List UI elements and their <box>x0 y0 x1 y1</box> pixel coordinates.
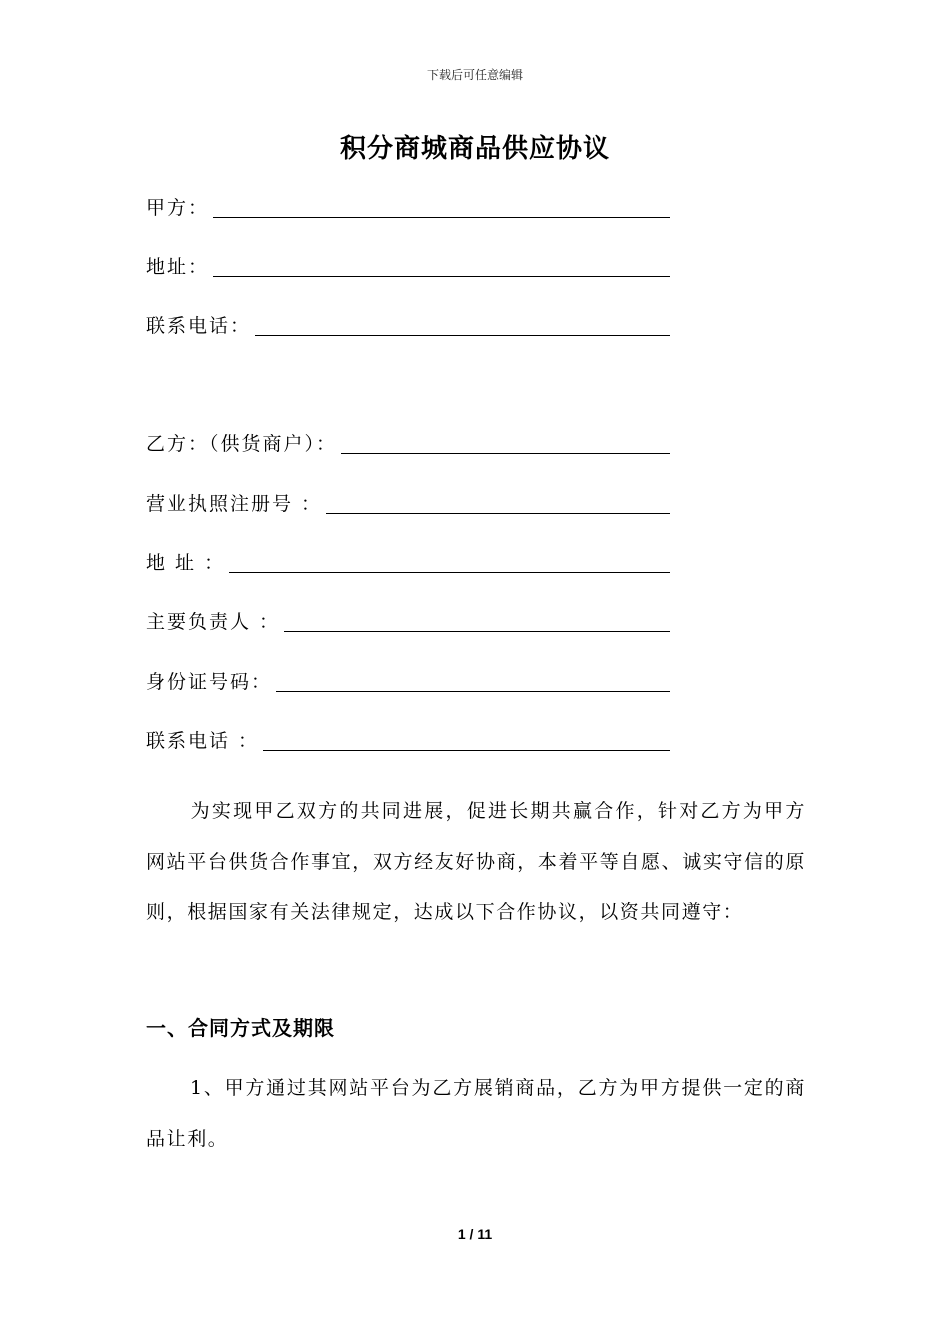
party-b-phone-label: 联系电话 ： <box>146 730 260 752</box>
clause-paragraph <box>146 1063 806 1164</box>
party-a-label: 甲方： <box>146 197 210 219</box>
clause-paragraph-text: 1、甲方通过其网站平台为乙方展销商品，乙方为甲方提供一定的商品让利。 <box>146 1077 806 1150</box>
party-b-phone-blank-line <box>263 728 670 751</box>
party-a-address-label: 地址： <box>146 256 210 278</box>
business-license-label: 营业执照注册号 ： <box>146 493 323 515</box>
principal-label: 主要负责人 ： <box>146 611 281 633</box>
party-a-phone-label: 联系电话： <box>146 315 252 337</box>
page-number: 1 / 11 <box>457 1226 493 1242</box>
business-license-field <box>146 486 670 516</box>
party-b-label: 乙方：（供货商户）： <box>146 433 338 455</box>
party-b-address-blank-line <box>229 550 670 573</box>
id-number-label: 身份证号码： <box>146 671 273 693</box>
party-a-field <box>146 190 670 220</box>
party-b-address-label: 地 址 ： <box>146 552 226 574</box>
section-heading: 一、合同方式及期限 <box>146 1016 335 1040</box>
principal-field <box>146 604 670 634</box>
party-b-field <box>146 426 670 456</box>
party-b-phone-field <box>146 723 670 753</box>
document-title: 积分商城商品供应协议 <box>339 134 610 164</box>
intro-paragraph <box>146 786 806 938</box>
id-number-blank-line <box>276 669 670 692</box>
id-number-field <box>146 664 670 694</box>
party-a-phone-blank-line <box>255 313 670 336</box>
party-a-blank-line <box>213 195 670 218</box>
intro-paragraph-text: 为实现甲乙双方的共同进展，促进长期共赢合作，针对乙方为甲方网站平台供货合作事宜，双方经友好协商，本着平等自愿、诚实守信的原则，根据国家有关法律规定，达成以下合作协议，以资共同遵守： <box>146 800 806 923</box>
principal-blank-line <box>284 609 670 632</box>
party-a-address-blank-line <box>213 254 670 277</box>
header-note: 下载后可任意编辑 <box>426 68 523 82</box>
party-a-address-field <box>146 249 670 279</box>
business-license-blank-line <box>326 491 670 514</box>
party-a-phone-field <box>146 308 670 338</box>
party-b-address-field <box>146 545 670 575</box>
party-b-blank-line <box>341 431 670 454</box>
